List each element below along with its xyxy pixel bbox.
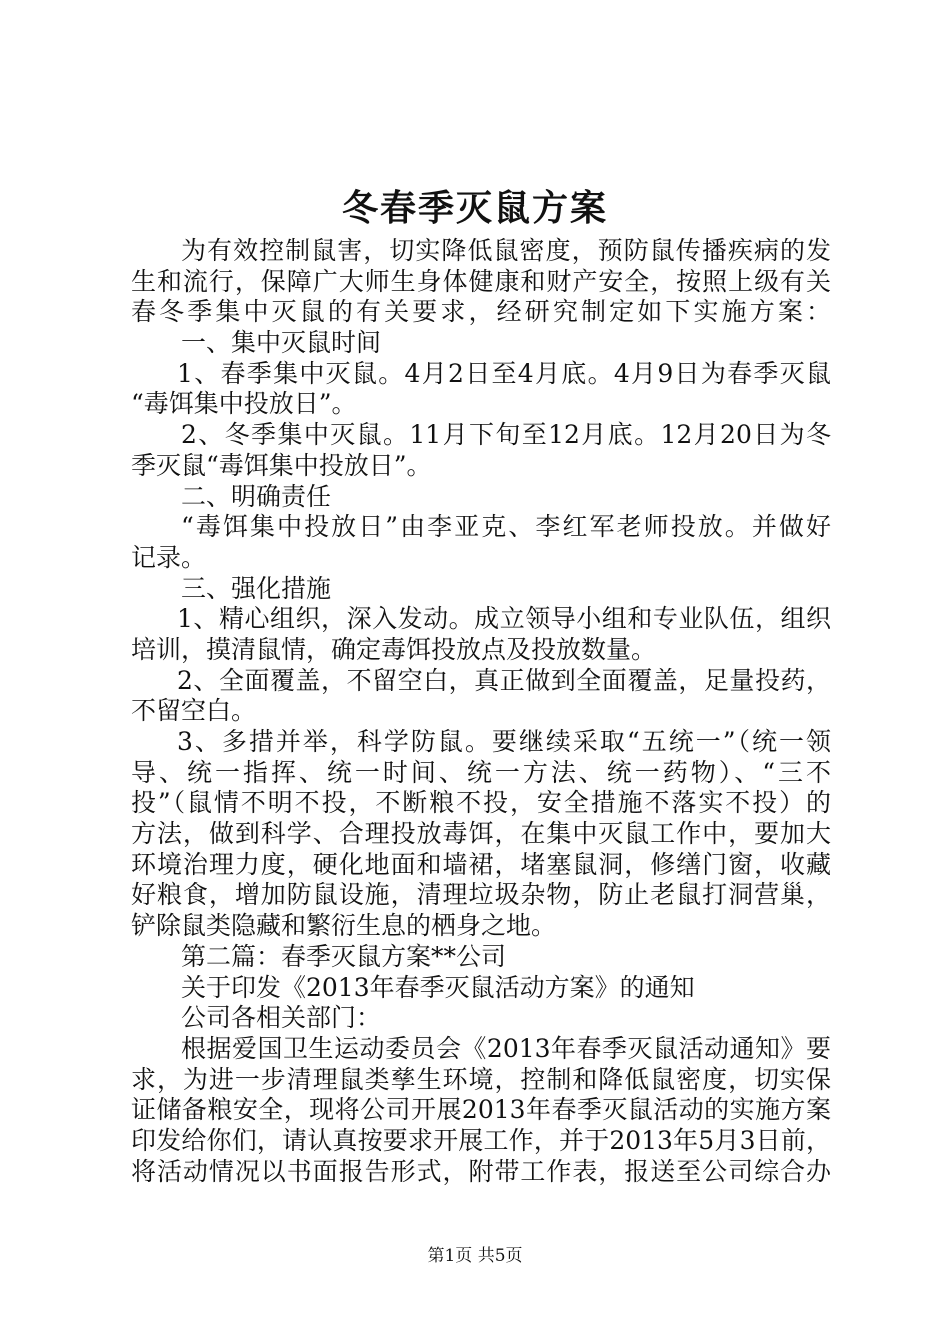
paragraph-line: 培训，摸清鼠情，确定毒饵投放点及投放数量。 <box>131 634 657 664</box>
paragraph-line: 求，为进一步清理鼠类孳生环境，控制和降低鼠密度，切实保 <box>131 1064 831 1094</box>
section-heading: 一、集中灭鼠时间 <box>181 328 382 358</box>
document-body <box>131 236 831 1187</box>
section-heading: 二、明确责任 <box>181 481 332 511</box>
paragraph-line: 2、冬季集中灭鼠。11月下旬至12月底。12月20日为冬 <box>181 420 831 450</box>
paragraph-line: 2、全面覆盖，不留空白，真正做到全面覆盖，足量投药， <box>177 665 831 695</box>
paragraph-line: 公司各相关部门： <box>181 1003 382 1033</box>
paragraph-line: 不留空白。 <box>131 696 257 726</box>
paragraph-line: 印发给你们，请认真按要求开展工作，并于2013年5月3日前， <box>131 1125 831 1155</box>
paragraph-line: 好粮食，增加防鼠设施，清理垃圾杂物，防止老鼠打洞营巢， <box>131 880 831 910</box>
document-title: 冬春季灭鼠方案 <box>341 187 608 229</box>
paragraph-line: 将活动情况以书面报告形式，附带工作表，报送至公司综合办 <box>131 1156 831 1186</box>
paragraph-line: 关于印发《2013年春季灭鼠活动方案》的通知 <box>181 972 695 1002</box>
paragraph-line: 投”（鼠情不明不投，不断粮不投，安全措施不落实不投）的 <box>131 788 831 818</box>
paragraph-line: 为有效控制鼠害，切实降低鼠密度，预防鼠传播疾病的发 <box>181 236 831 265</box>
paragraph-line: 季灭鼠“毒饵集中投放日”。 <box>131 450 432 480</box>
paragraph-line: 导、统一指挥、统一时间、统一方法、统一药物）、“三不 <box>131 757 831 787</box>
paragraph-line: “毒饵集中投放日”由李亚克、李红军老师投放。并做好 <box>181 512 831 542</box>
paragraph-line: 春冬季集中灭鼠的有关要求，经研究制定如下实施方案： <box>131 297 831 327</box>
paragraph-line: 铲除鼠类隐藏和繁衍生息的栖身之地。 <box>131 911 557 941</box>
paragraph-line: 生和流行，保障广大师生身体健康和财产安全，按照上级有关 <box>131 266 831 296</box>
paragraph-line: 方法，做到科学、合理投放毒饵，在集中灭鼠工作中，要加大 <box>131 819 831 849</box>
paragraph-line: 证储备粮安全，现将公司开展2013年春季灭鼠活动的实施方案 <box>131 1095 831 1125</box>
paragraph-line: 根据爱国卫生运动委员会《2013年春季灭鼠活动通知》要 <box>181 1033 831 1063</box>
paragraph-line: 3、多措并举，科学防鼠。要继续采取“五统一”（统一领 <box>177 727 831 756</box>
section-heading: 第二篇：春季灭鼠方案**公司 <box>181 941 507 971</box>
paragraph-line: 1、精心组织，深入发动。成立领导小组和专业队伍，组织 <box>177 604 831 634</box>
paragraph-line: 环境治理力度，硬化地面和墙裙，堵塞鼠洞，修缮门窗，收藏 <box>131 849 831 879</box>
paragraph-line: 记录。 <box>131 542 207 572</box>
paragraph-line: “毒饵集中投放日”。 <box>131 389 357 419</box>
section-heading: 三、强化措施 <box>181 573 332 603</box>
page-number-footer: 第1页 共5页 <box>427 1246 523 1266</box>
paragraph-line: 1、春季集中灭鼠。4月2日至4月底。4月9日为春季灭鼠 <box>177 358 831 388</box>
